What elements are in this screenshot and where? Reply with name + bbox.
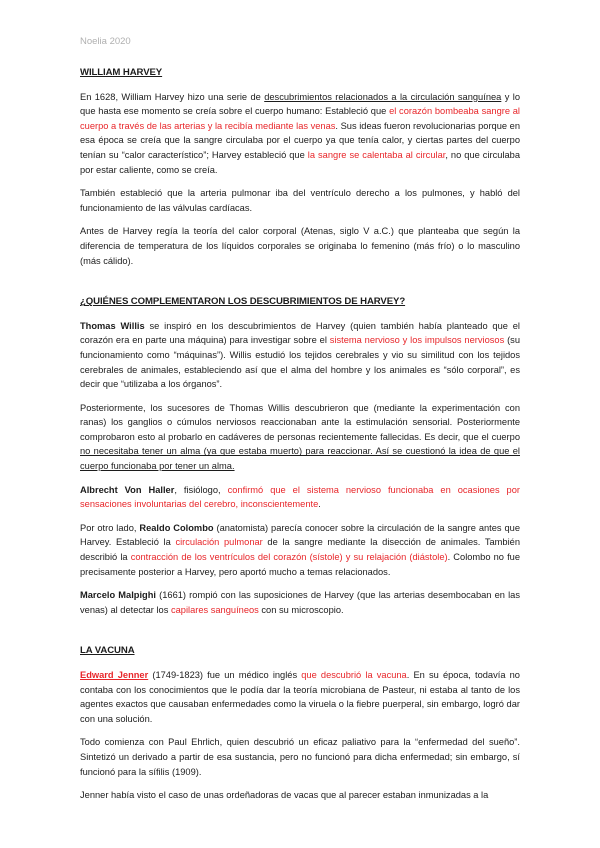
- text: se inspiró en los descubrimientos de Harvey (quien también había planteado que el corazón era en parte una máquina) para investigar sobre el: [80, 320, 520, 346]
- person-name: Marcelo Malpighi: [80, 590, 156, 601]
- paragraph: Antes de Harvey regía la teoría del calor corporal (Atenas, siglo V a.C.) que planteaba que según la diferencia de temperatura de los líquidos corporales se originaba lo femenino (más frío) o lo masculino (más cálido).: [80, 226, 520, 266]
- text: En 1628, William Harvey hizo una serie de: [80, 91, 265, 102]
- text: con su microscopio.: [258, 604, 344, 615]
- highlighted-text: capilares sanguíneos: [170, 604, 259, 615]
- text: . Colombo no fue precisamente posterior a Harvey, pero aportó mucho a temas relacionados.: [80, 552, 521, 577]
- highlighted-text: sistema nervioso y los impulsos nerviosos: [329, 335, 505, 346]
- document-body: [80, 66, 520, 812]
- person-name: Realdo Colombo: [139, 522, 214, 533]
- highlighted-text: la sangre se calentaba al circular: [307, 149, 446, 160]
- text: de la sangre mediante la disección de animales. También describió la: [80, 537, 520, 563]
- text: .: [318, 499, 321, 510]
- paragraph: [80, 483, 520, 512]
- section-title-complementaron: ¿QUIÉNES COMPLEMENTARON LOS DESCUBRIMIENTOS DE HARVEY?: [80, 296, 406, 308]
- highlighted-text: que descubrió la vacuna: [301, 670, 407, 680]
- paragraph: Jenner había visto el caso de unas ordeñadoras de vacas que al parecer estaban inmunizadas a la: [80, 790, 489, 801]
- spacer: [80, 626, 520, 644]
- text: . En su época, todavía no contaba con los conocimientos que le podía dar la teoría microbiana de Pasteur, ni estaba al tanto de los agentes exactos que causaban enfermedades como la viruela o la fiebre puerperal, sin embargo, logró dar con una solución.: [80, 670, 520, 724]
- paragraph: [80, 521, 520, 579]
- highlighted-text: circulación pulmonar: [175, 537, 263, 548]
- text: (su funcionamiento como “máquinas”). Willis estudió los tejidos cerebrales y vio su similitud con los tejidos cerebrales de animales, estableciendo así que el alma del hombre y los animales es “sólo corporal”, es decir que “utilizaba a los órganos”.: [80, 335, 521, 390]
- text: y lo que hasta ese momento se creía sobre el cuerpo humano: Estableció que: [80, 91, 520, 117]
- text: , no que circulaba por estar caliente, como se creía.: [80, 149, 521, 175]
- paragraph: También estableció que la arteria pulmonar iba del ventrículo derecho a los pulmones, y habló del funcionamiento de las válvulas cardíacas.: [80, 188, 520, 213]
- section-title-la-vacuna: LA VACUNA: [80, 645, 135, 657]
- page-header-author: Noelia 2020: [80, 36, 131, 47]
- highlighted-text: confirmó que el sistema nervioso funcionaba en ocasiones por sensaciones involuntarias del cerebro, inconscientemente: [80, 484, 520, 510]
- text: Posteriormente, los sucesores de Thomas Willis descubrieron que (mediante la experimentación con ranas) los ganglios o cúmulos nerviosos reaccionaban ante la estimulación sensorial. Posteriormente comprobaron esto al probarlo en cadáveres de personas recientemente fallecidas. Es decir, que el cuerpo: [80, 402, 520, 442]
- underlined-text: descubrimientos relacionados a la circulación sanguínea: [264, 91, 502, 102]
- text: . Sus ideas fueron revolucionarias porque en esa época se creía que la sangre circulaba por el cuerpo ya que tenía calor, y ciertas partes del cuerpo tenían su “calor característico”; Harvey estableció que: [80, 120, 520, 160]
- paragraph: [80, 668, 520, 726]
- paragraph: [80, 588, 520, 617]
- person-name: Albrecht Von Haller: [80, 484, 175, 495]
- section-title-william-harvey: WILLIAM HARVEY: [80, 67, 163, 78]
- paragraph: [80, 401, 520, 474]
- highlighted-text: el corazón bombeaba sangre al cuerpo a través de las arterias y la recibía mediante las venas: [80, 106, 520, 131]
- person-name: Thomas Willis: [80, 320, 145, 331]
- paragraph: [80, 319, 520, 392]
- spacer: [80, 277, 520, 295]
- text: , fisiólogo,: [174, 484, 228, 495]
- text: (anatomista) parecía conocer sobre la circulación de la sangre antes que Harvey. Estableció la: [80, 522, 520, 548]
- person-name: Edward Jenner: [80, 670, 149, 680]
- underlined-text: no necesitaba tener un alma (ya que estaba muerto) para reaccionar. Así se cuestionó la idea de que el cuerpo funcionaba por tener un alma.: [80, 446, 520, 472]
- highlighted-text: contracción de los ventrículos del corazón (sístole) y su relajación (diástole): [130, 552, 448, 563]
- paragraph: [80, 90, 520, 178]
- paragraph: Todo comienza con Paul Ehrlich, quien descubrió un eficaz paliativo para la “enfermedad del sueño”. Sintetizó un derivado a partir de esa sustancia, pero no funcionó para dicha enfermedad; sin embargo, sí funcionó para la sífilis (1909).: [80, 737, 520, 777]
- text: Por otro lado,: [80, 522, 140, 533]
- text: (1661) rompió con las suposiciones de Harvey (que las arterias desembocaban en las venas) al detectar los: [80, 590, 521, 615]
- text: (1749-1823) fue un médico inglés: [148, 670, 302, 680]
